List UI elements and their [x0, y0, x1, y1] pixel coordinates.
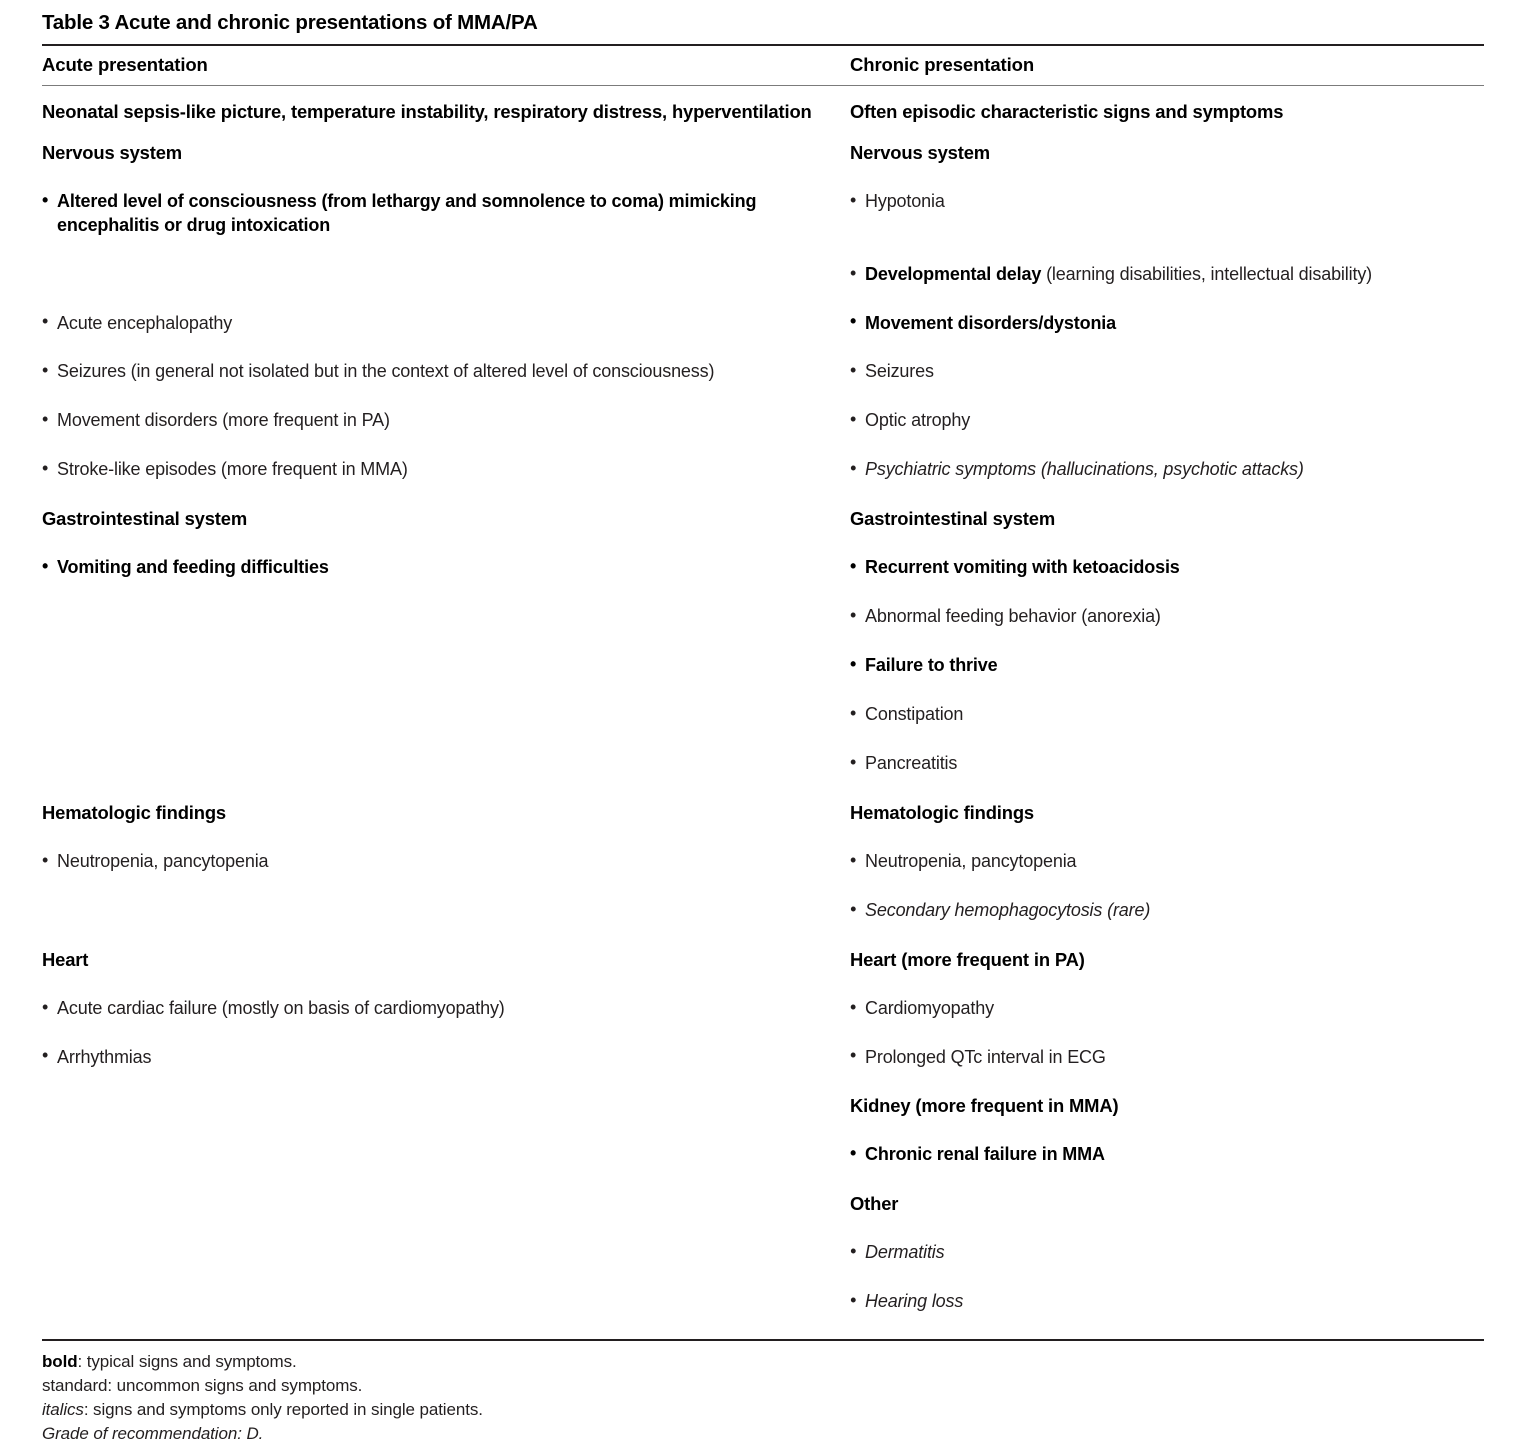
table-row: [42, 752, 1484, 776]
table-row: [42, 1143, 1484, 1167]
right-section-heading: Nervous system: [850, 141, 990, 163]
right-bullet: • Constipation: [850, 703, 1484, 727]
right-bullet: • Chronic renal failure in MMA: [850, 1143, 1484, 1167]
left-bullet: • Seizures (in general not isolated but in the context of altered level of consciousness): [42, 360, 830, 384]
footnote-term: Grade of recommendation: D.: [42, 1424, 264, 1444]
table-row: [42, 458, 1484, 482]
left-bullet: • Vomiting and feeding difficulties: [42, 556, 830, 580]
left-bullet: • Neutropenia, pancytopenia: [42, 850, 830, 874]
left-bullet: • Altered level of consciousness (from lethargy and somnolence to coma) mimicking encephalitis or drug intoxication: [42, 190, 830, 238]
right-bullet: • Failure to thrive: [850, 654, 1484, 678]
right-section-heading: Kidney (more frequent in MMA): [850, 1095, 1119, 1117]
left-bullet: • Movement disorders (more frequent in PA): [42, 409, 830, 433]
right-bullet: • Hearing loss: [850, 1290, 1484, 1314]
right-bullet: • Recurrent vomiting with ketoacidosis: [850, 556, 1484, 580]
right-bullet: • Movement disorders/dystonia: [850, 312, 1484, 336]
footnote-line: [42, 1374, 1484, 1398]
table-rows-host: [42, 141, 1484, 1314]
footnote-term: italics: [42, 1400, 84, 1420]
table-row: [42, 801, 1484, 825]
table-row: [42, 1094, 1484, 1118]
left-section-heading: Nervous system: [42, 141, 182, 163]
right-bullet-lead: Developmental delay: [865, 263, 1042, 284]
column-header-acute: Acute presentation: [42, 53, 208, 75]
table-row: [42, 654, 1484, 678]
table-row: [42, 605, 1484, 629]
footnote-line: [42, 1350, 1484, 1374]
table-body: [42, 86, 1484, 1314]
table-header-row: [42, 46, 1484, 85]
table-title: Table 3 Acute and chronic presentations of MMA/PA: [42, 11, 538, 34]
table-row: [42, 899, 1484, 923]
left-bullet: • Acute cardiac failure (mostly on basis of cardiomyopathy): [42, 997, 830, 1021]
left-bullet: • Acute encephalopathy: [42, 312, 830, 336]
table-footnotes: [42, 1341, 1484, 1446]
footnote-text: : typical signs and symptoms.: [77, 1352, 297, 1372]
right-bullet: • Abnormal feeding behavior (anorexia): [850, 605, 1484, 629]
left-bullet: • Arrhythmias: [42, 1046, 830, 1070]
footnote-line: [42, 1422, 1484, 1446]
right-bullet: • Neutropenia, pancytopenia: [850, 850, 1484, 874]
right-bullet: • Seizures: [850, 360, 1484, 384]
right-bullet: • Hypotonia: [850, 190, 1484, 214]
right-bullet: [850, 263, 1484, 287]
right-bullet: • Secondary hemophagocytosis (rare): [850, 899, 1484, 923]
table-row: [42, 263, 1484, 287]
table-row: [42, 1046, 1484, 1070]
right-bullet: • Cardiomyopathy: [850, 997, 1484, 1021]
right-section-heading: Hematologic findings: [850, 801, 1034, 823]
table-row: [42, 1241, 1484, 1265]
right-section-heading: Gastrointestinal system: [850, 508, 1056, 530]
table-row: [42, 703, 1484, 727]
right-bullet: • Prolonged QTc interval in ECG: [850, 1046, 1484, 1070]
intro-row: [42, 99, 1484, 141]
left-section-heading: Hematologic findings: [42, 801, 226, 823]
right-bullet-rest: (learning disabilities, intellectual disability): [1041, 263, 1373, 284]
footnote-text: : uncommon signs and symptoms.: [107, 1376, 363, 1396]
table-row: [42, 850, 1484, 874]
footnote-text: : signs and symptoms only reported in single patients.: [83, 1400, 483, 1420]
intro-chronic: Often episodic characteristic signs and symptoms: [850, 100, 1284, 122]
right-bullet: • Pancreatitis: [850, 752, 1484, 776]
footnote-term: standard: [42, 1376, 108, 1396]
right-section-heading: Other: [850, 1193, 899, 1215]
table-row: [42, 1192, 1484, 1216]
left-section-heading: Heart: [42, 948, 89, 970]
table-row: [42, 507, 1484, 531]
table-row: [42, 556, 1484, 580]
right-section-heading: Heart (more frequent in PA): [850, 948, 1085, 970]
table-row: [42, 1290, 1484, 1314]
footnote-line: [42, 1398, 1484, 1422]
right-bullet: • Psychiatric symptoms (hallucinations, psychotic attacks): [850, 458, 1484, 482]
intro-acute: Neonatal sepsis-like picture, temperature instability, respiratory distress, hyperventilation: [42, 100, 812, 122]
right-bullet: • Dermatitis: [850, 1241, 1484, 1265]
column-header-chronic: Chronic presentation: [850, 53, 1035, 75]
left-section-heading: Gastrointestinal system: [42, 508, 248, 530]
footnote-term: bold: [42, 1352, 78, 1372]
table-row: [42, 141, 1484, 165]
table-row: [42, 997, 1484, 1021]
table-row: [42, 312, 1484, 336]
table-row: [42, 190, 1484, 238]
table-row: [42, 409, 1484, 433]
left-bullet: • Stroke-like episodes (more frequent in MMA): [42, 458, 830, 482]
right-bullet: • Optic atrophy: [850, 409, 1484, 433]
table-row: [42, 948, 1484, 972]
table-row: [42, 360, 1484, 384]
